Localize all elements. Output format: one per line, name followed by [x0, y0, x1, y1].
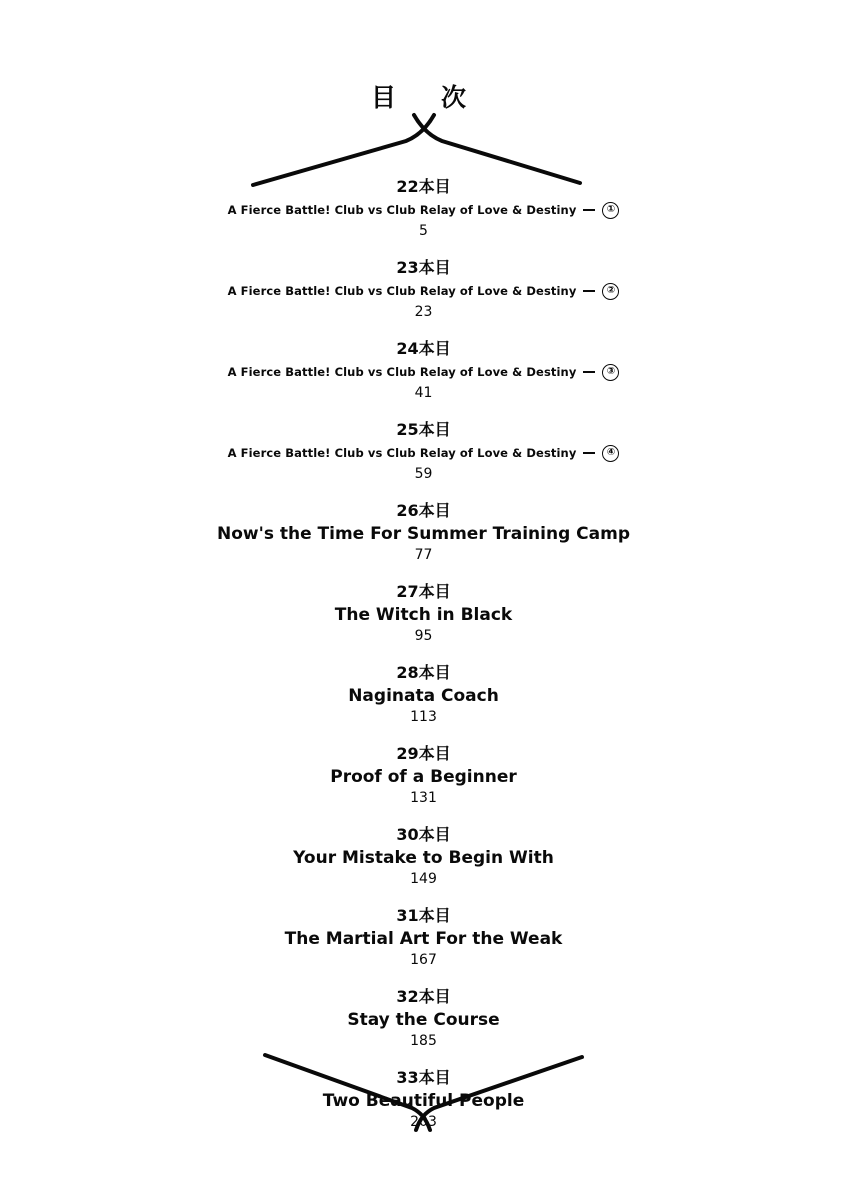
toc-entry-page-number: 5 — [419, 223, 428, 239]
toc-entry-number: 33本目 — [396, 1068, 451, 1087]
toc-entry[interactable] — [0, 1066, 847, 1133]
toc-entry-title-row — [0, 523, 847, 545]
toc-entry-title: Your Mistake to Begin With — [293, 848, 554, 868]
toc-entry-page-number: 167 — [410, 952, 437, 968]
toc-entry-title-row — [0, 1009, 847, 1031]
toc-entry-part-badge: ① — [602, 202, 619, 219]
toc-entry-title-row — [0, 1090, 847, 1112]
toc-entry-number: 31本目 — [396, 906, 451, 925]
toc-entry-number: 24本目 — [396, 339, 451, 358]
toc-entry-title: Now's the Time For Summer Training Camp — [217, 524, 630, 544]
toc-entry-title: The Witch in Black — [334, 605, 513, 625]
toc-entry-title: Two Beautiful People — [322, 1091, 525, 1111]
toc-entry-title-row — [0, 280, 847, 302]
toc-entry-title-row — [0, 361, 847, 383]
toc-entry-title: Stay the Course — [347, 1010, 500, 1030]
toc-entry-title-row — [0, 685, 847, 707]
toc-entry-page-number: 23 — [414, 304, 433, 320]
toc-entry[interactable] — [0, 742, 847, 809]
toc-entry-title: A Fierce Battle! Club vs Club Relay of Love & Destiny — [227, 203, 577, 217]
toc-entry-number: 29本目 — [396, 744, 451, 763]
toc-entry[interactable] — [0, 499, 847, 566]
toc-entry-title-row — [0, 604, 847, 626]
toc-entry-title: A Fierce Battle! Club vs Club Relay of Love & Destiny — [227, 446, 577, 460]
toc-entry-title: Proof of a Beginner — [330, 767, 517, 787]
toc-entry-number: 26本目 — [396, 501, 451, 520]
toc-entry-page-number: 185 — [410, 1033, 437, 1049]
toc-entry-page-number: 41 — [414, 385, 433, 401]
toc-entry-title-row — [0, 766, 847, 788]
toc-entry-part-badge: ② — [602, 283, 619, 300]
toc-entry[interactable] — [0, 175, 847, 242]
toc-entry-number: 32本目 — [396, 987, 451, 1006]
toc-entry-title: The Martial Art For the Weak — [284, 929, 563, 949]
toc-entry-title: Naginata Coach — [348, 686, 499, 706]
toc-entry-number: 30本目 — [396, 825, 451, 844]
toc-entry-title: A Fierce Battle! Club vs Club Relay of Love & Destiny — [227, 284, 577, 298]
toc-entry-number: 28本目 — [396, 663, 451, 682]
toc-entry-title-row — [0, 847, 847, 869]
toc-entry[interactable] — [0, 823, 847, 890]
toc-entry[interactable] — [0, 661, 847, 728]
toc-entry[interactable] — [0, 256, 847, 323]
dash-icon — [583, 290, 595, 292]
toc-entry-list — [0, 175, 847, 1147]
toc-entry-number: 27本目 — [396, 582, 451, 601]
toc-entry-page-number: 77 — [414, 547, 433, 563]
toc-entry-number: 25本目 — [396, 420, 451, 439]
toc-entry-page-number: 95 — [414, 628, 433, 644]
toc-entry-title-row — [0, 928, 847, 950]
toc-entry-title-row — [0, 199, 847, 221]
toc-entry-part-badge: ④ — [602, 445, 619, 462]
toc-entry[interactable] — [0, 580, 847, 647]
toc-entry[interactable] — [0, 904, 847, 971]
toc-entry-page-number: 131 — [410, 790, 437, 806]
dash-icon — [583, 209, 595, 211]
toc-entry-page-number: 59 — [414, 466, 433, 482]
toc-entry-number: 22本目 — [396, 177, 451, 196]
toc-entry-page-number: 203 — [410, 1114, 437, 1130]
page-title: 目 次 — [370, 83, 476, 112]
toc-entry-title-row — [0, 442, 847, 464]
toc-entry[interactable] — [0, 985, 847, 1052]
toc-entry-part-badge: ③ — [602, 364, 619, 381]
dash-icon — [583, 371, 595, 373]
dash-icon — [583, 452, 595, 454]
toc-entry[interactable] — [0, 337, 847, 404]
toc-entry-number: 23本目 — [396, 258, 451, 277]
toc-entry[interactable] — [0, 418, 847, 485]
toc-entry-title: A Fierce Battle! Club vs Club Relay of Love & Destiny — [227, 365, 577, 379]
toc-entry-page-number: 113 — [410, 709, 437, 725]
toc-entry-page-number: 149 — [410, 871, 437, 887]
